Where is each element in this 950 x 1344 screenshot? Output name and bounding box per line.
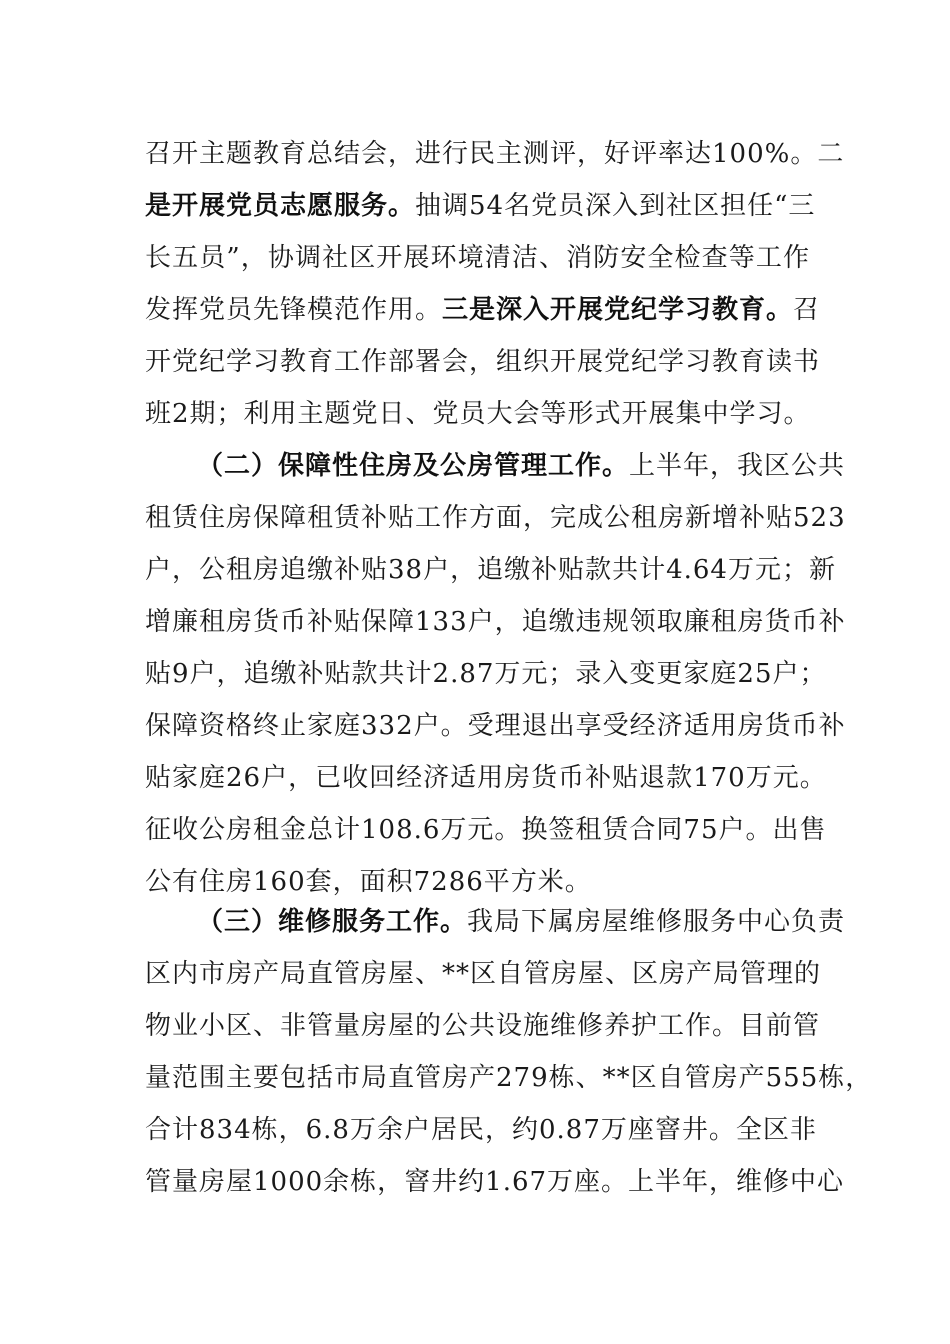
bold-heading: 三是深入开展党纪学习教育。 bbox=[442, 295, 794, 325]
text-line: 物业小区、非管量房屋的公共设施维修养护工作。目前管 bbox=[145, 1011, 821, 1041]
text-line: 开党纪学习教育工作部署会，组织开展党纪学习教育读书 bbox=[145, 347, 821, 377]
bold-heading: 是开展党员志愿服务。 bbox=[145, 191, 416, 221]
text-line: 征收公房租金总计108.6万元。换签租赁合同75户。出售 bbox=[145, 815, 827, 845]
section-heading: （二）保障性住房及公房管理工作。 bbox=[197, 451, 630, 481]
paragraph-maintenance bbox=[145, 896, 873, 1208]
text-line: （三）维修服务工作。我局下属房屋维修服务中心负责 bbox=[197, 907, 846, 937]
text-line: （二）保障性住房及公房管理工作。上半年，我区公共 bbox=[197, 451, 846, 481]
text-line: 管量房屋1000余栋，窨井约1.67万座。上半年，维修中心 bbox=[145, 1167, 845, 1197]
paragraph-party-building bbox=[145, 128, 845, 440]
text-line: 保障资格终止家庭332户。受理退出享受经济适用房货币补 bbox=[145, 711, 846, 741]
text-line: 召开主题教育总结会，进行民主测评，好评率达100%。二 bbox=[145, 139, 845, 169]
text-line: 是开展党员志愿服务。抽调54名党员深入到社区担任“三 bbox=[145, 191, 816, 221]
text-line: 区内市房产局直管房屋、**区自管房屋、区房产局管理的 bbox=[145, 959, 822, 989]
section-heading: （三）维修服务工作。 bbox=[197, 907, 468, 937]
text-line: 公有住房160套，面积7286平方米。 bbox=[145, 867, 592, 897]
text-line: 发挥党员先锋模范作用。三是深入开展党纪学习教育。召 bbox=[145, 295, 821, 325]
text-line: 贴9户，追缴补贴款共计2.87万元；录入变更家庭25户； bbox=[145, 659, 827, 689]
text-line: 贴家庭26户，已收回经济适用房货币补贴退款170万元。 bbox=[145, 763, 827, 793]
text-line: 租赁住房保障租赁补贴工作方面，完成公租房新增补贴523 bbox=[145, 503, 846, 533]
text-line: 增廉租房货币补贴保障133户，追缴违规领取廉租房货币补 bbox=[145, 607, 846, 637]
text-line: 量范围主要包括市局直管房产279栋、**区自管房产555栋， bbox=[145, 1063, 873, 1093]
paragraph-housing bbox=[145, 440, 846, 908]
text-line: 合计834栋，6.8万余户居民，约0.87万座窨井。全区非 bbox=[145, 1115, 817, 1145]
text-line: 班2期；利用主题党日、党员大会等形式开展集中学习。 bbox=[145, 399, 811, 429]
text-line: 长五员”，协调社区开展环境清洁、消防安全检查等工作 bbox=[145, 243, 810, 273]
text-line: 户，公租房追缴补贴38户，追缴补贴款共计4.64万元；新 bbox=[145, 555, 836, 585]
